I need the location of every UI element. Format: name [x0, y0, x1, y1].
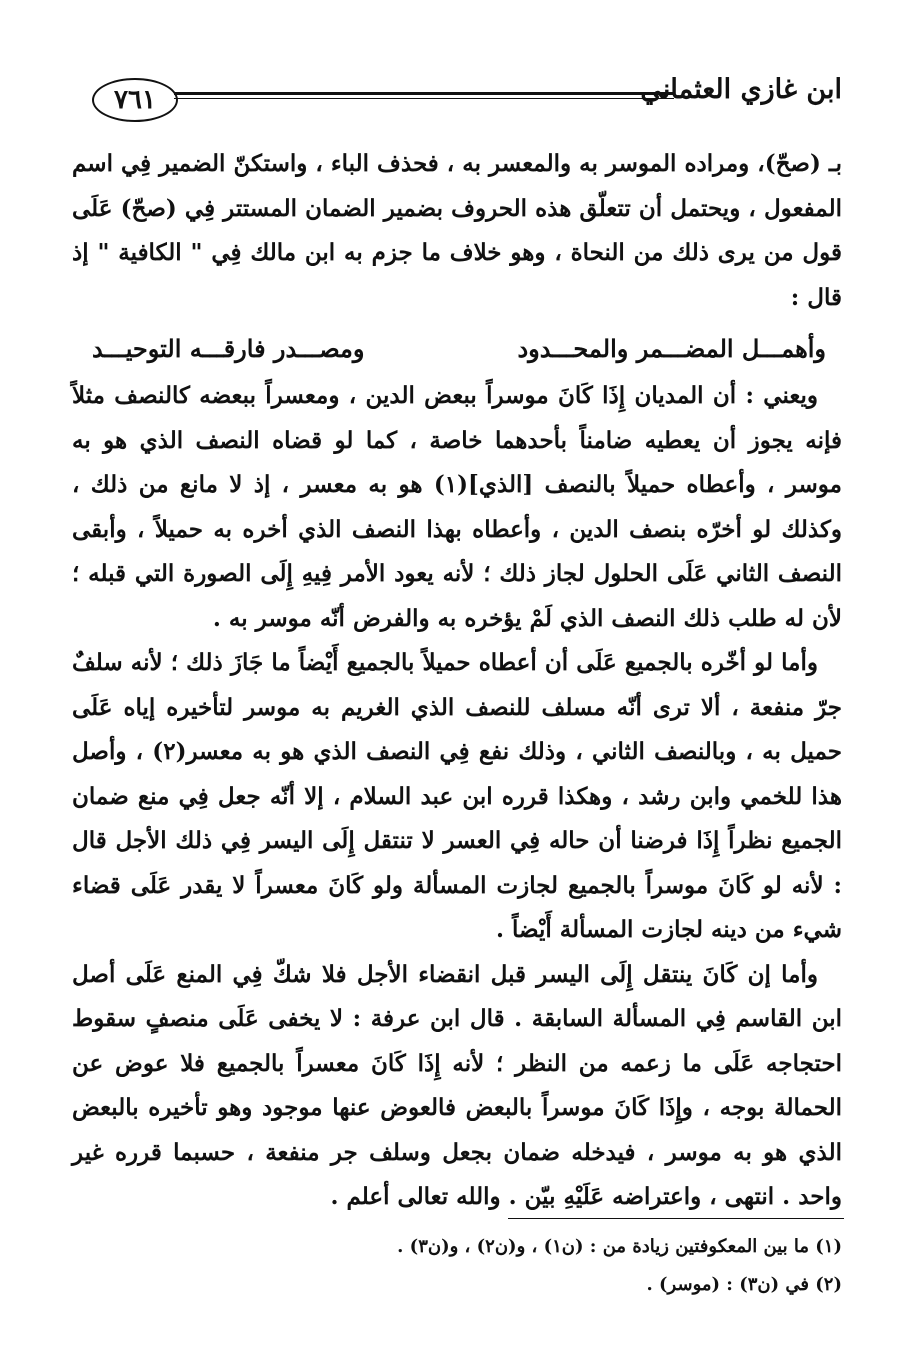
- poem-verse: [92, 328, 826, 370]
- footnote-1: (١) ما بين المعكوفتين زيادة من : (ن١) ، و(ن٢) ، و(ن٣) .: [397, 1236, 842, 1257]
- paragraph-3: وأما لو أخّره بالجميع عَلَى أن أعطاه حميلاً بالجميع أَيْضاً ما جَازَ ذلك ؛ لأنه سلفٌ جرّ منفعة ، ألا ترى أنّه مسلف للنصف الذي الغريم به موسر لتأخيره إياه عَلَى حميل به ، وبالنصف الثاني ، وذلك نفع فِي النصف الذي هو به معسر(٢) ، وأصل هذا للخمي وابن رشد ، وهكذا قرره ابن عبد السلام ، إلا أنّه جعل فِي منع ضمان الجميع نظراً إِذَا فرضنا أن حاله فِي العسر لا تنتقل إِلَى اليسر فِي ذلك الأجل قال : لأنه لو كَانَ موسراً بالجميع لجازت المسألة ولو كَانَ معسراً لا يقدر عَلَى قضاء شيء من دينه لجازت المسألة أَيْضاً .: [72, 649, 843, 943]
- verse-first-hemistich: وأهمـــل المضـــمر والمحـــدود: [517, 334, 826, 363]
- running-title: ابن غازي العثماني: [640, 74, 842, 105]
- footnote-2: (٢) في (ن٣) : (موسر) .: [646, 1274, 842, 1295]
- body-text: [72, 142, 842, 1220]
- footnote-rule: [508, 1218, 844, 1219]
- verse-second-hemistich: ومصـــدر فارقـــه التوحيـــد: [92, 334, 365, 363]
- header-rule: [174, 92, 674, 99]
- paragraph-4: وأما إن كَانَ ينتقل إِلَى اليسر قبل انقضاء الأجل فلا شكّ فِي المنع عَلَى أصل ابن القاسم فِي المسألة السابقة . قال ابن عرفة : لا يخفى عَلَى منصفٍ سقوط احتجاجه عَلَى ما زعمه من النظر ؛ لأنه إِذَا كَانَ معسراً بالجميع فلا عوض عن الحمالة بوجه ، وإِذَا كَانَ موسراً بالبعض فالعوض عنها موجود وهو تأخيره بالبعض الذي هو به موسر ، فيدخله ضمان بجعل وسلف جر منفعة ، حسبما قرره غير واحد . انتهى ، واعتراضه عَلَيْهِ بيّن . والله تعالى أعلم .: [72, 960, 842, 1210]
- page-header: [82, 70, 842, 130]
- paragraph-2: ويعني : أن المديان إِذَا كَانَ موسراً ببعض الدين ، ومعسراً ببعضه كالنصف مثلاً فإنه يجوز أن يعطيه ضامناً بأحدهما خاصة ، كما لو قضاه النصف الذي هو به موسر ، وأعطاه حميلاً بالنصف [الذي](١) هو به معسر ، إذ لا مانع من ذلك ، وكذلك لو أخرّه بنصف الدين ، وأعطاه بهذا النصف الذي أخره به حميلاً ، وأبقى النصف الثاني عَلَى الحلول لجاز ذلك ؛ لأنه يعود الأمر فِيهِ إِلَى الصورة التي قبله ؛ لأن له طلب ذلك النصف الذي لَمْ يؤخره به والفرض أنّه موسر به .: [72, 382, 842, 632]
- paragraph-1: بـ (صحّ)، ومراده الموسر به والمعسر به ، فحذف الباء ، واستكنّ الضمير فِي اسم المفعول ، ويحتمل أن تتعلّق هذه الحروف بضمير الضمان المستتر فِي (صحّ) عَلَى قول من يرى ذلك من النحاة ، وهو خلاف ما جزم به ابن مالك فِي " الكافية " إذ قال :: [72, 150, 842, 311]
- footnotes: [380, 1228, 842, 1304]
- page-number: ٧٦١: [92, 78, 178, 122]
